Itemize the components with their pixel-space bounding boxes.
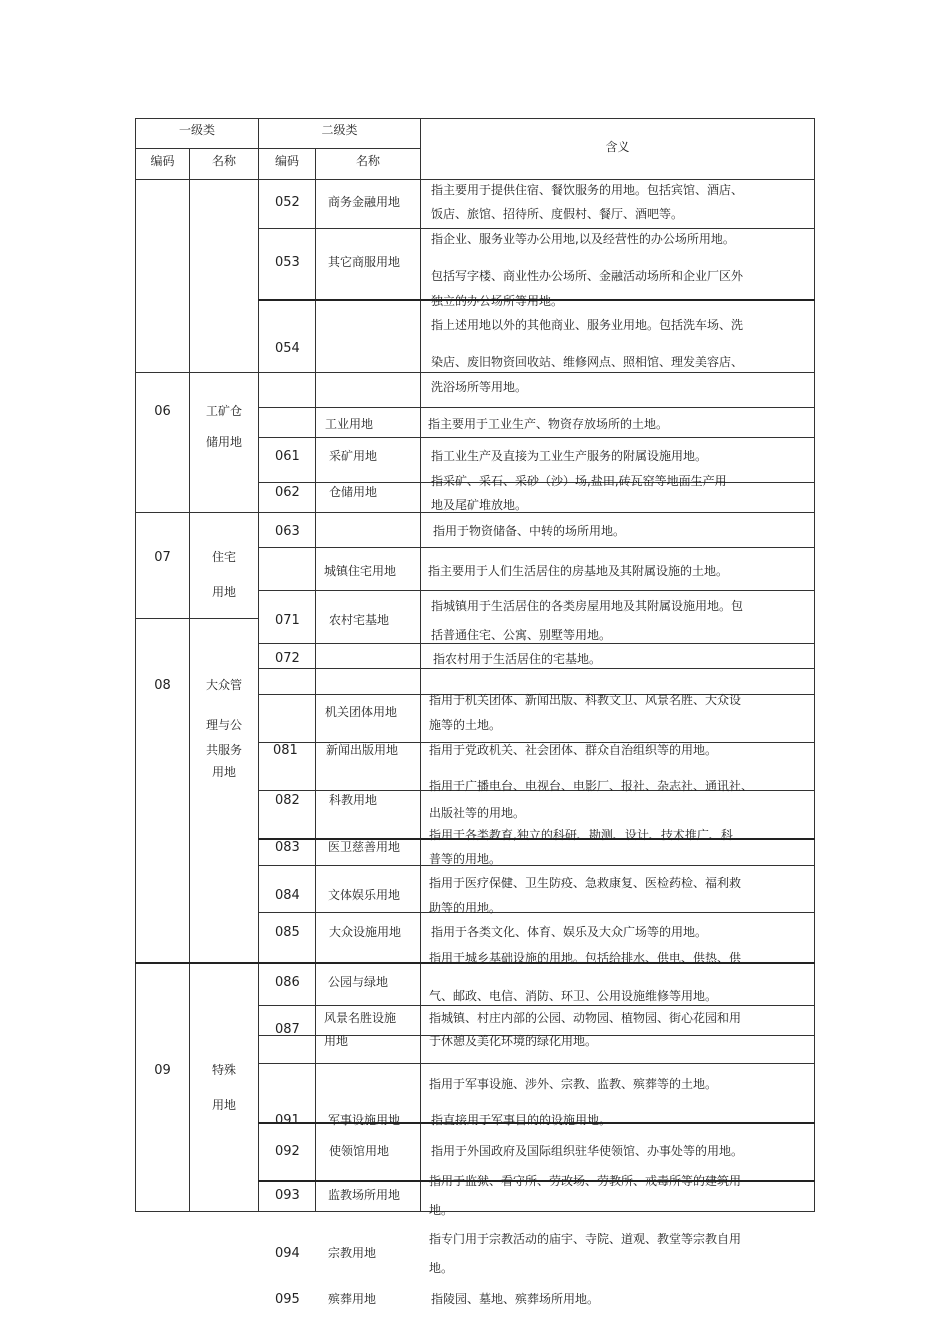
name-cell: 公园与绿地 [328, 975, 389, 989]
group-name-line: 大众管 [205, 678, 242, 692]
row-line [258, 228, 815, 229]
meaning-line: 助等的用地。 [429, 901, 502, 915]
name-cell: 仓储用地 [329, 485, 378, 499]
name-cell: 农村宅基地 [329, 613, 390, 627]
meaning-line: 气、邮政、电信、消防、环卫、公用设施维修等用地。 [429, 989, 718, 1003]
header-bottom-border [135, 179, 815, 180]
header-level2: 二级类 [321, 123, 358, 137]
meaning-line: 指农村用于生活居住的宅基地。 [433, 652, 602, 666]
meaning-line: 指用于军事设施、涉外、宗教、监教、殡葬等的土地。 [429, 1077, 718, 1091]
name-cell: 工业用地 [325, 417, 374, 431]
group-code: 08 [154, 678, 171, 693]
group-code: 06 [154, 404, 171, 419]
name-cell: 军事设施用地 [328, 1113, 401, 1127]
row-line [258, 668, 815, 669]
meaning-line: 施等的土地。 [429, 718, 502, 732]
name-cell: 城镇住宅用地 [324, 564, 397, 578]
code-cell: 085 [275, 925, 300, 940]
meaning-line: 指用于物资储备、中转的场所用地。 [433, 524, 626, 538]
code-cell: 087 [275, 1022, 300, 1037]
meaning-line: 指城镇、村庄内部的公园、动物园、植物园、街心花园和用 [429, 1011, 742, 1025]
group-name-line: 用地 [211, 1098, 236, 1112]
code-cell: 092 [275, 1144, 300, 1159]
row-line [258, 512, 815, 513]
code-cell: 094 [275, 1246, 300, 1261]
group-name-line: 住宅 [211, 550, 236, 564]
meaning-line: 指工业生产及直接为工业生产服务的附属设施用地。 [431, 449, 708, 463]
row-line [258, 590, 815, 591]
group-name-line: 用地 [211, 585, 236, 599]
meaning-line: 指陵园、墓地、殡葬场所用地。 [431, 1292, 600, 1306]
code-cell: 086 [275, 975, 300, 990]
meaning-line: 地。 [429, 1203, 454, 1217]
code-cell: 093 [275, 1188, 300, 1203]
table-top-border [135, 118, 815, 119]
table-right-border [814, 118, 815, 1212]
meaning-line: 括普通住宅、公寓、别墅等用地。 [431, 628, 612, 642]
meaning-line: 指用于党政机关、社会团体、群众自治组织等的用地。 [429, 743, 718, 757]
header-divider [135, 148, 421, 149]
table-bottom-border [135, 1211, 815, 1212]
group-code: 07 [154, 550, 171, 565]
meaning-line: 出版社等的用地。 [429, 806, 526, 820]
code-cell: 061 [275, 449, 300, 464]
row-line [258, 407, 815, 408]
group-name-line: 特殊 [211, 1063, 236, 1077]
row-line [258, 437, 815, 438]
code-cell: 091 [275, 1113, 300, 1128]
code-cell: 071 [275, 613, 300, 628]
meaning-line: 指用于外国政府及国际组织驻华使领馆、办事处等的用地。 [431, 1144, 744, 1158]
meaning-line: 指主要用于提供住宿、餐饮服务的用地。包括宾馆、酒店、 [431, 183, 744, 197]
code-cell: 084 [275, 888, 300, 903]
row-line [258, 1005, 815, 1006]
meaning-line: 指用于医疗保健、卫生防疫、急救康复、医检药检、福利救 [429, 876, 742, 890]
meaning-line: 洗浴场所等用地。 [431, 380, 528, 394]
table-left-border [135, 118, 136, 1212]
meaning-line: 指用于城乡基础设施的用地。包括给排水、供电、供热、供 [429, 951, 742, 965]
name-cell: 文体娱乐用地 [328, 888, 401, 902]
header-name-2: 名称 [355, 154, 380, 168]
name-cell: 商务金融用地 [328, 195, 401, 209]
group-name-line: 储用地 [205, 435, 242, 449]
meaning-line: 独立的办公场所等用地。 [431, 294, 564, 308]
meaning-line: 于休憩及美化环境的绿化用地。 [429, 1034, 598, 1048]
meaning-line: 指用于各类教育,独立的科研、勘测、设计、技术推广、科 [429, 828, 733, 842]
group-separator [135, 962, 259, 964]
code-cell: 054 [275, 341, 300, 356]
meaning-line: 指主要用于人们生活居住的房基地及其附属设施的土地。 [428, 564, 729, 578]
col-divider-level [258, 118, 259, 1212]
row-line [258, 865, 815, 866]
group-name-line: 工矿仓 [205, 404, 242, 418]
name-cell: 新闻出版用地 [326, 743, 399, 757]
row-line [258, 643, 815, 644]
meaning-line: 指直接用于军事目的的设施用地。 [431, 1113, 612, 1127]
name-cell: 用地 [324, 1034, 349, 1048]
code-cell: 081 [273, 743, 298, 758]
header-code-1: 编码 [150, 154, 175, 168]
code-cell: 063 [275, 524, 300, 539]
name-cell: 医卫慈善用地 [328, 840, 401, 854]
meaning-line: 指城镇用于生活居住的各类房屋用地及其附属设施用地。包 [431, 599, 744, 613]
header-code-2: 编码 [274, 154, 299, 168]
name-cell: 使领馆用地 [329, 1144, 390, 1158]
meaning-line: 指用于机关团体、新闻出版、科教文卫、风景名胜、大众设 [429, 693, 742, 707]
header-meaning: 含义 [605, 140, 630, 154]
meaning-line: 地及尾矿堆放地。 [431, 498, 528, 512]
code-cell: 053 [275, 255, 300, 270]
code-cell: 083 [275, 840, 300, 855]
meaning-line: 普等的用地。 [429, 852, 502, 866]
row-line [258, 372, 815, 373]
col-divider-name2 [315, 148, 316, 1212]
row-line [258, 547, 815, 548]
name-cell: 科教用地 [329, 793, 378, 807]
meaning-line: 包括写字楼、商业性办公场所、金融活动场所和企业厂区外 [431, 269, 744, 283]
meaning-line: 指上述用地以外的其他商业、服务业用地。包括洗车场、洗 [431, 318, 744, 332]
group-separator [135, 618, 259, 619]
name-cell: 风景名胜设施 [324, 1011, 397, 1025]
code-cell: 062 [275, 485, 300, 500]
col-divider-meaning [420, 118, 421, 1212]
name-cell: 殡葬用地 [328, 1292, 377, 1306]
code-cell: 052 [275, 195, 300, 210]
group-name-line: 共服务 [205, 743, 242, 757]
meaning-line: 染店、废旧物资回收站、维修网点、照相馆、理发美容店、 [431, 355, 744, 369]
name-cell: 其它商服用地 [328, 255, 401, 269]
meaning-line: 指企业、服务业等办公用地,以及经营性的办公场所用地。 [431, 232, 735, 246]
meaning-line: 指专门用于宗教活动的庙宇、寺院、道观、教堂等宗教自用 [429, 1232, 742, 1246]
group-separator [135, 512, 259, 513]
row-line [258, 912, 815, 913]
name-cell: 宗教用地 [328, 1246, 377, 1260]
row-line [258, 1063, 815, 1064]
meaning-line: 指用于各类文化、体育、娱乐及大众广场等的用地。 [431, 925, 708, 939]
meaning-line: 指主要用于工业生产、物资存放场所的土地。 [428, 417, 669, 431]
name-cell: 大众设施用地 [329, 925, 402, 939]
group-code: 09 [154, 1063, 171, 1078]
meaning-line: 指采矿、采石、采砂（沙）场,盐田,砖瓦窑等地面生产用 [431, 474, 727, 488]
code-cell: 072 [275, 651, 300, 666]
group-separator [135, 372, 259, 373]
group-name-line: 用地 [211, 765, 236, 779]
name-cell: 机关团体用地 [325, 705, 398, 719]
name-cell: 采矿用地 [329, 449, 378, 463]
meaning-line: 饭店、旅馆、招待所、度假村、餐厅、酒吧等。 [431, 207, 684, 221]
meaning-line: 指用于监狱、看守所、劳改场、劳教所、戒毒所等的建筑用 [429, 1174, 742, 1188]
header-name-1: 名称 [211, 154, 236, 168]
meaning-line: 地。 [429, 1261, 454, 1275]
meaning-line: 指用于广播电台、电视台、电影厂、报社、杂志社、通讯社、 [429, 779, 754, 793]
header-level1: 一级类 [178, 123, 215, 137]
code-cell: 095 [275, 1292, 300, 1307]
code-cell: 082 [275, 793, 300, 808]
group-name-line: 理与公 [205, 718, 242, 732]
name-cell: 监教场所用地 [328, 1188, 401, 1202]
